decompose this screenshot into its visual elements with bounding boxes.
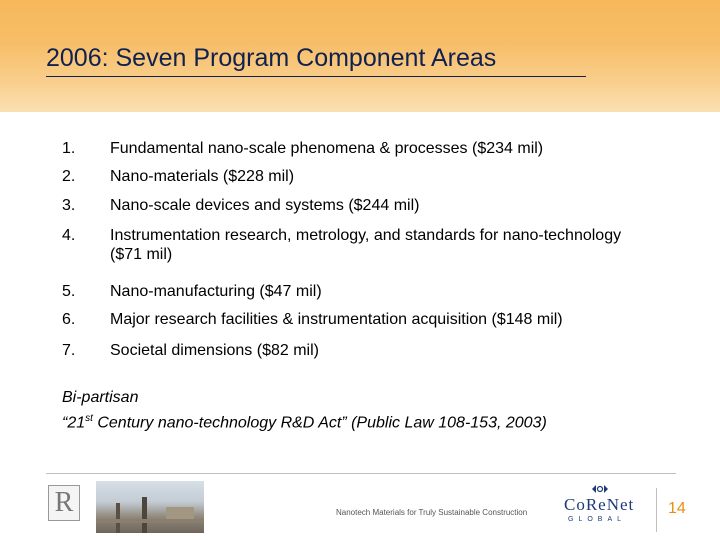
item-text: Societal dimensions ($82 mil) — [110, 342, 319, 359]
item-text: Nano-scale devices and systems ($244 mil) — [110, 197, 420, 214]
r-logo-letter: R — [54, 487, 74, 518]
note-suffix: Century nano-technology R&D Act” (Public Law 108-153, 2003) — [92, 414, 547, 432]
item-text: Nano-materials ($228 mil) — [110, 168, 295, 185]
note-superscript: st — [85, 413, 93, 424]
note-line-1: Bi-partisan — [62, 389, 139, 406]
item-number: 6. — [62, 311, 76, 328]
item-number: 4. — [62, 227, 76, 244]
item-text: Major research facilities & instrumentation acquisition ($148 mil) — [110, 311, 563, 328]
item-number: 2. — [62, 168, 76, 185]
corenet-subtitle: GLOBAL — [568, 516, 627, 523]
item-number: 1. — [62, 140, 76, 157]
r-logo — [48, 485, 80, 521]
item-number: 5. — [62, 283, 76, 300]
item-text: Fundamental nano-scale phenomena & processes ($234 mil) — [110, 140, 544, 157]
corenet-wordmark: CoReNet — [564, 495, 635, 514]
slide-title: 2006: Seven Program Component Areas — [46, 44, 497, 72]
note-line-2 — [62, 413, 547, 432]
title-underline — [46, 76, 586, 77]
footer-divider — [46, 473, 676, 474]
item-number: 7. — [62, 342, 76, 359]
item-number: 3. — [62, 197, 76, 214]
page-number: 14 — [668, 500, 686, 517]
footer-tagline: Nanotech Materials for Truly Sustainable Construction — [336, 508, 528, 517]
corenet-mark-icon — [590, 484, 610, 494]
item-text: Nano-manufacturing ($47 mil) — [110, 283, 322, 300]
construction-photo — [96, 481, 204, 533]
note-prefix: “21 — [62, 414, 86, 432]
corenet-logo — [558, 484, 640, 524]
item-text: Instrumentation research, metrology, and standards for nano-technology ($71 mil) — [110, 227, 622, 263]
